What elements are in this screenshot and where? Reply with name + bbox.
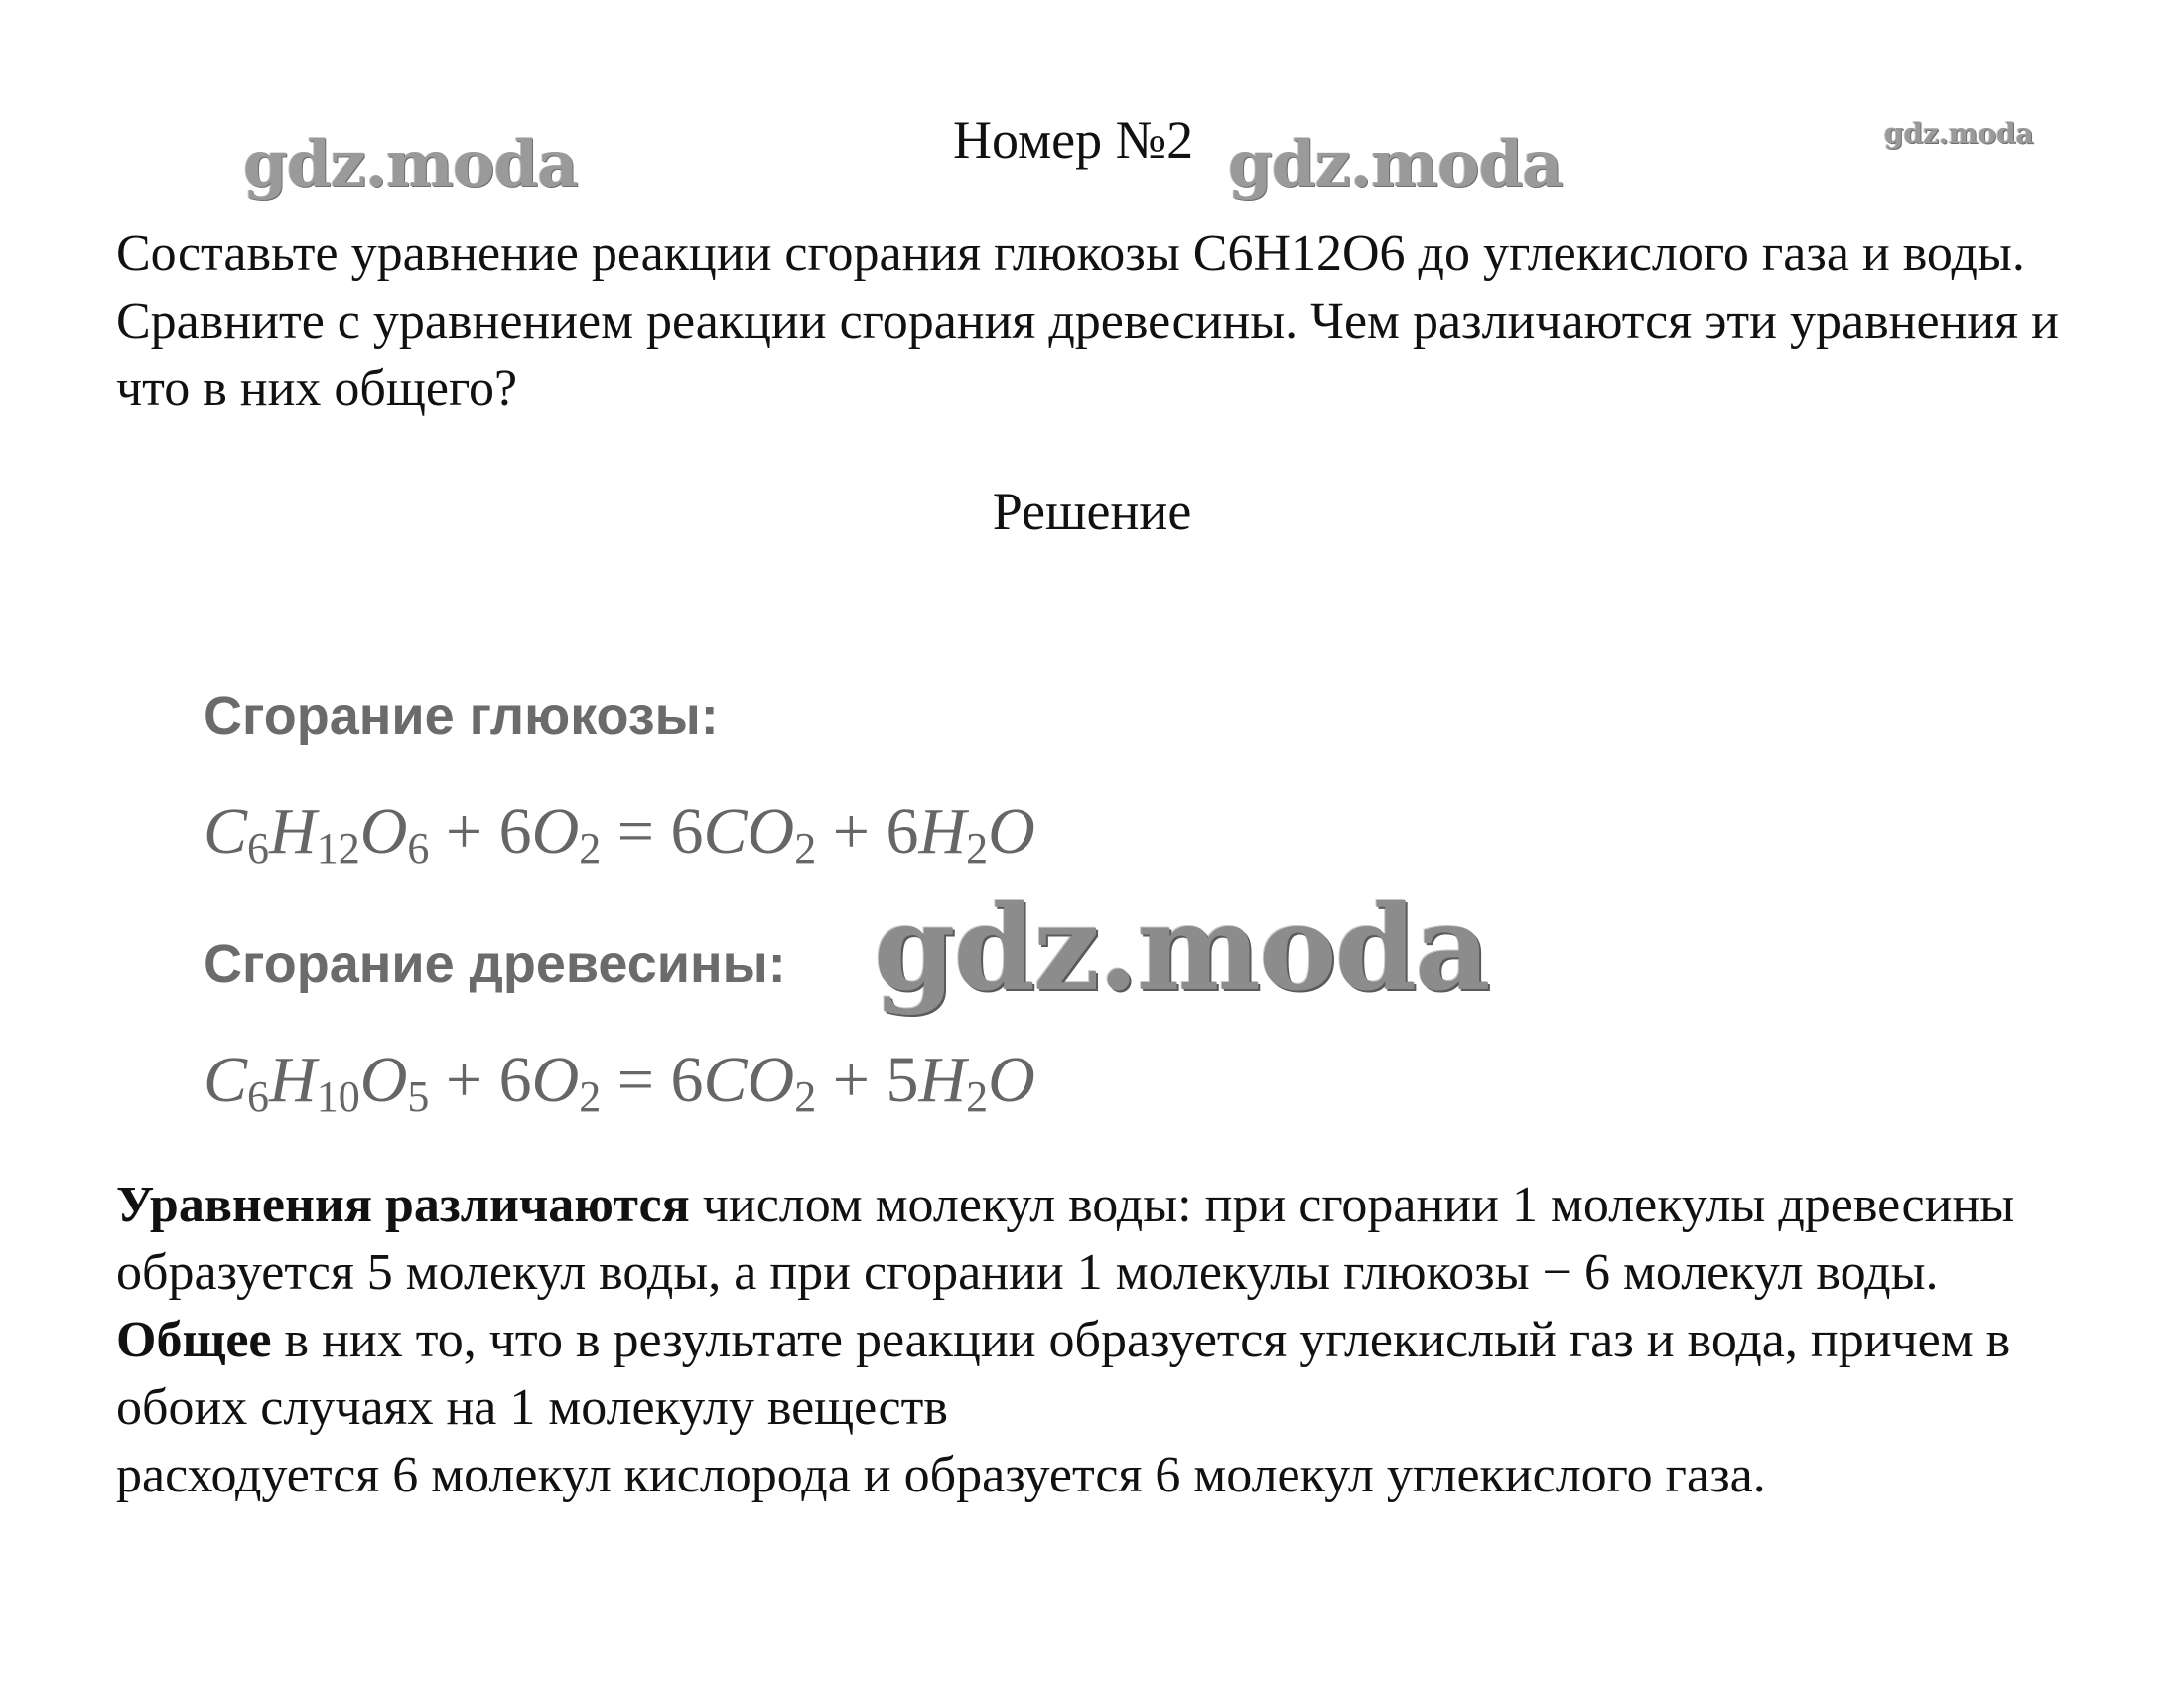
difference-paragraph: Уравнения различаются числом молекул воды: при сгорании 1 молекулы древесины образуется 5 молекул воды, а при сгорании 1 молекулы глюкозы − 6 молекул воды. — [116, 1177, 2015, 1301]
watermark-top-center: gdz.moda — [1228, 127, 1563, 202]
common-bold: Общее — [116, 1312, 272, 1368]
common-paragraph: Общее в них то, что в результате реакции образуется углекислый газ и вода, причем в обоих случаях на 1 молекулу веществ — [116, 1312, 2011, 1436]
solution-heading: Решение — [992, 482, 1192, 541]
difference-bold: Уравнения различаются — [116, 1177, 690, 1233]
page-title: Номер №2 — [953, 110, 1194, 170]
watermark-top-right: gdz.moda — [1884, 117, 2034, 150]
common-paragraph-end: расходуется 6 молекул кислорода и образуется 6 молекул углекислого газа. — [116, 1447, 1766, 1503]
watermark-center: gdz.moda — [874, 879, 1489, 1017]
wood-label: Сгорание древесины: — [204, 934, 786, 994]
glucose-equation: $C_6H_{12}O_6 + 6O_2 = 6CO_2 + 6H_2O$ — [204, 795, 1035, 873]
watermark-top-left: gdz.moda — [243, 127, 578, 202]
wood-equation: $C_6H_{10}O_5 + 6O_2 = 6CO_2 + 5H_2O$ — [204, 1044, 1035, 1121]
glucose-label: Сгорание глюкозы: — [204, 686, 719, 746]
answer-text — [116, 1172, 2102, 1509]
task-text: Составьте уравнение реакции сгорания глюкозы С6Н12О6 до углекислого газа и воды. Сравните с уравнением реакции сгорания древесины. Чем различаются эти уравнения и что в них общего? — [116, 225, 2059, 417]
